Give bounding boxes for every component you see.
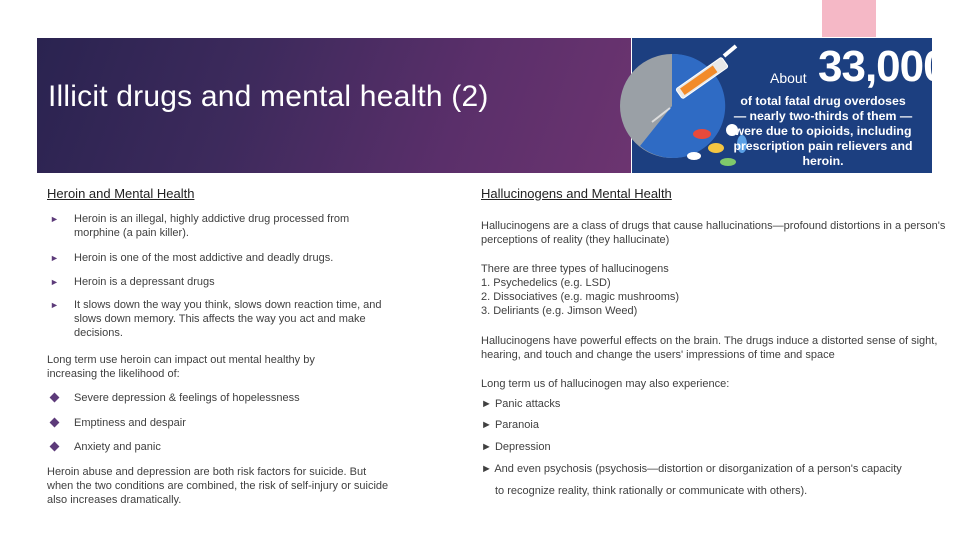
- hallucinogen-effect: ► Panic attacks: [481, 398, 561, 410]
- hallucinogens-longterm-text: Long term us of hallucinogen may also experience:: [481, 378, 730, 390]
- diamond-bullet-icon: [50, 442, 60, 452]
- heroin-heading: Heroin and Mental Health: [47, 186, 195, 201]
- hallucinogens-types-intro: There are three types of hallucinogens: [481, 263, 669, 275]
- info-line: — nearly two-thirds of them —: [733, 109, 913, 123]
- heroin-effect: Severe depression & feelings of hopelessness: [74, 392, 300, 404]
- overdose-infographic: [632, 38, 947, 173]
- hallucinogen-effect: ► Paranoia: [481, 419, 539, 431]
- heroin-impact-text: Long term use heroin can impact out mental healthy by increasing the likelihood of:: [47, 354, 315, 380]
- triangle-bullet-icon: ►: [50, 214, 59, 224]
- slide-title: Illicit drugs and mental health (2): [48, 80, 489, 113]
- info-line: were due to opioids, including: [734, 124, 912, 138]
- hallucinogens-definition: Hallucinogens are a class of drugs that cause hallucinations—profound distortions in a person's perceptions of reality (they hallucinate): [481, 220, 946, 246]
- heroin-bullet: Heroin is a depressant drugs: [74, 276, 215, 288]
- hallucinogen-effect: ► And even psychosis (psychosis—distortion or disorganization of a person's capacity: [481, 463, 902, 475]
- heroin-bullet: It slows down the way you think, slows down reaction time, and slows down memory. This affects the way you act and make decisions.: [74, 299, 382, 339]
- info-about: About: [770, 70, 807, 86]
- info-line: prescription pain relievers and heroin.: [733, 139, 913, 168]
- heroin-effect: Anxiety and panic: [74, 441, 161, 453]
- accent-bar: [822, 0, 876, 37]
- triangle-bullet-icon: ►: [50, 277, 59, 287]
- hallucinogen-type: 2. Dissociatives (e.g. magic mushrooms): [481, 291, 680, 303]
- hallucinogens-heading: Hallucinogens and Mental Health: [481, 186, 672, 201]
- diamond-bullet-icon: [50, 393, 60, 403]
- triangle-bullet-icon: ►: [50, 253, 59, 263]
- triangle-bullet-icon: ►: [50, 300, 59, 310]
- heroin-bullet: Heroin is an illegal, highly addictive drug processed from morphine (a pain killer).: [74, 213, 350, 239]
- heroin-bullet: Heroin is one of the most addictive and deadly drugs.: [74, 252, 334, 264]
- info-number: 33,000: [818, 42, 947, 91]
- hallucinogen-effect: ► Depression: [481, 441, 551, 453]
- hallucinogen-effect-continued: to recognize reality, think rationally or communicate with others).: [495, 485, 808, 497]
- heroin-effect: Emptiness and despair: [74, 417, 186, 429]
- hallucinogens-effects-text: Hallucinogens have powerful effects on the brain. The drugs induce a distorted sense of sight, hearing, and touch and change the users' impressions of time and space: [481, 335, 938, 361]
- diamond-bullet-icon: [50, 418, 60, 428]
- hallucinogen-type: 1. Psychedelics (e.g. LSD): [481, 277, 611, 289]
- heroin-suicide-text: Heroin abuse and depression are both risk factors for suicide. But when the two conditions are combined, the risk of self-injury or suicide also increases dramatically.: [47, 466, 389, 506]
- hallucinogen-type: 3. Deliriants (e.g. Jimson Weed): [481, 305, 638, 317]
- info-line: of total fatal drug overdoses: [740, 94, 906, 108]
